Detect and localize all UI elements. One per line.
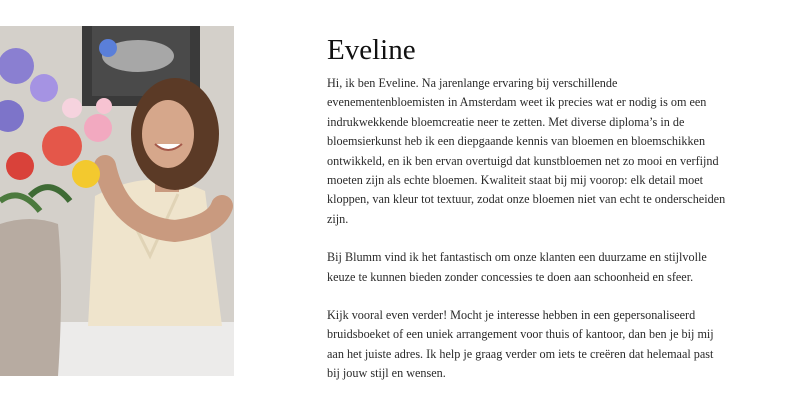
closing-paragraph: Kijk vooral even verder! Mocht je interesse hebben in een gepersonaliseerd bruidsboeket of een uniek arrangement voor thuis of kantoor, dan ben je bij mij aan het juiste adres. Ik help je graag verder om iets te creëren dat helemaal past bij jouw stijl en wensen. [327, 308, 714, 381]
blumm-paragraph: Bij Blumm vind ik het fantastisch om onze klanten een duurzame en stijlvolle keuze te kunnen bieden zonder concessies te doen aan schoonheid en sfeer. [327, 250, 707, 284]
profile-photo [0, 26, 234, 376]
profile-content [327, 32, 727, 403]
portrait-illustration [0, 26, 234, 376]
page-title: Eveline [327, 34, 416, 66]
intro-paragraph: Hi, ik ben Eveline. Na jarenlange ervaring bij verschillende evenementenbloemisten in Amsterdam weet ik precies wat er nodig is om een indrukwekkende bloemcreatie neer te zetten. Met diverse diploma’s in de bloemsierkunst heb ik een diepgaande kennis van bloemen en bloemschikken ontwikkeld, en ik ben ervan overtuigd dat kunstbloemen net zo mooi en verfijnd moeten zijn als echte bloemen. Kwaliteit staat bij mij voorop: elk detail moet kloppen, van kleur tot textuur, zodat onze bloemen niet van echt te onderscheiden zijn. [327, 76, 726, 226]
